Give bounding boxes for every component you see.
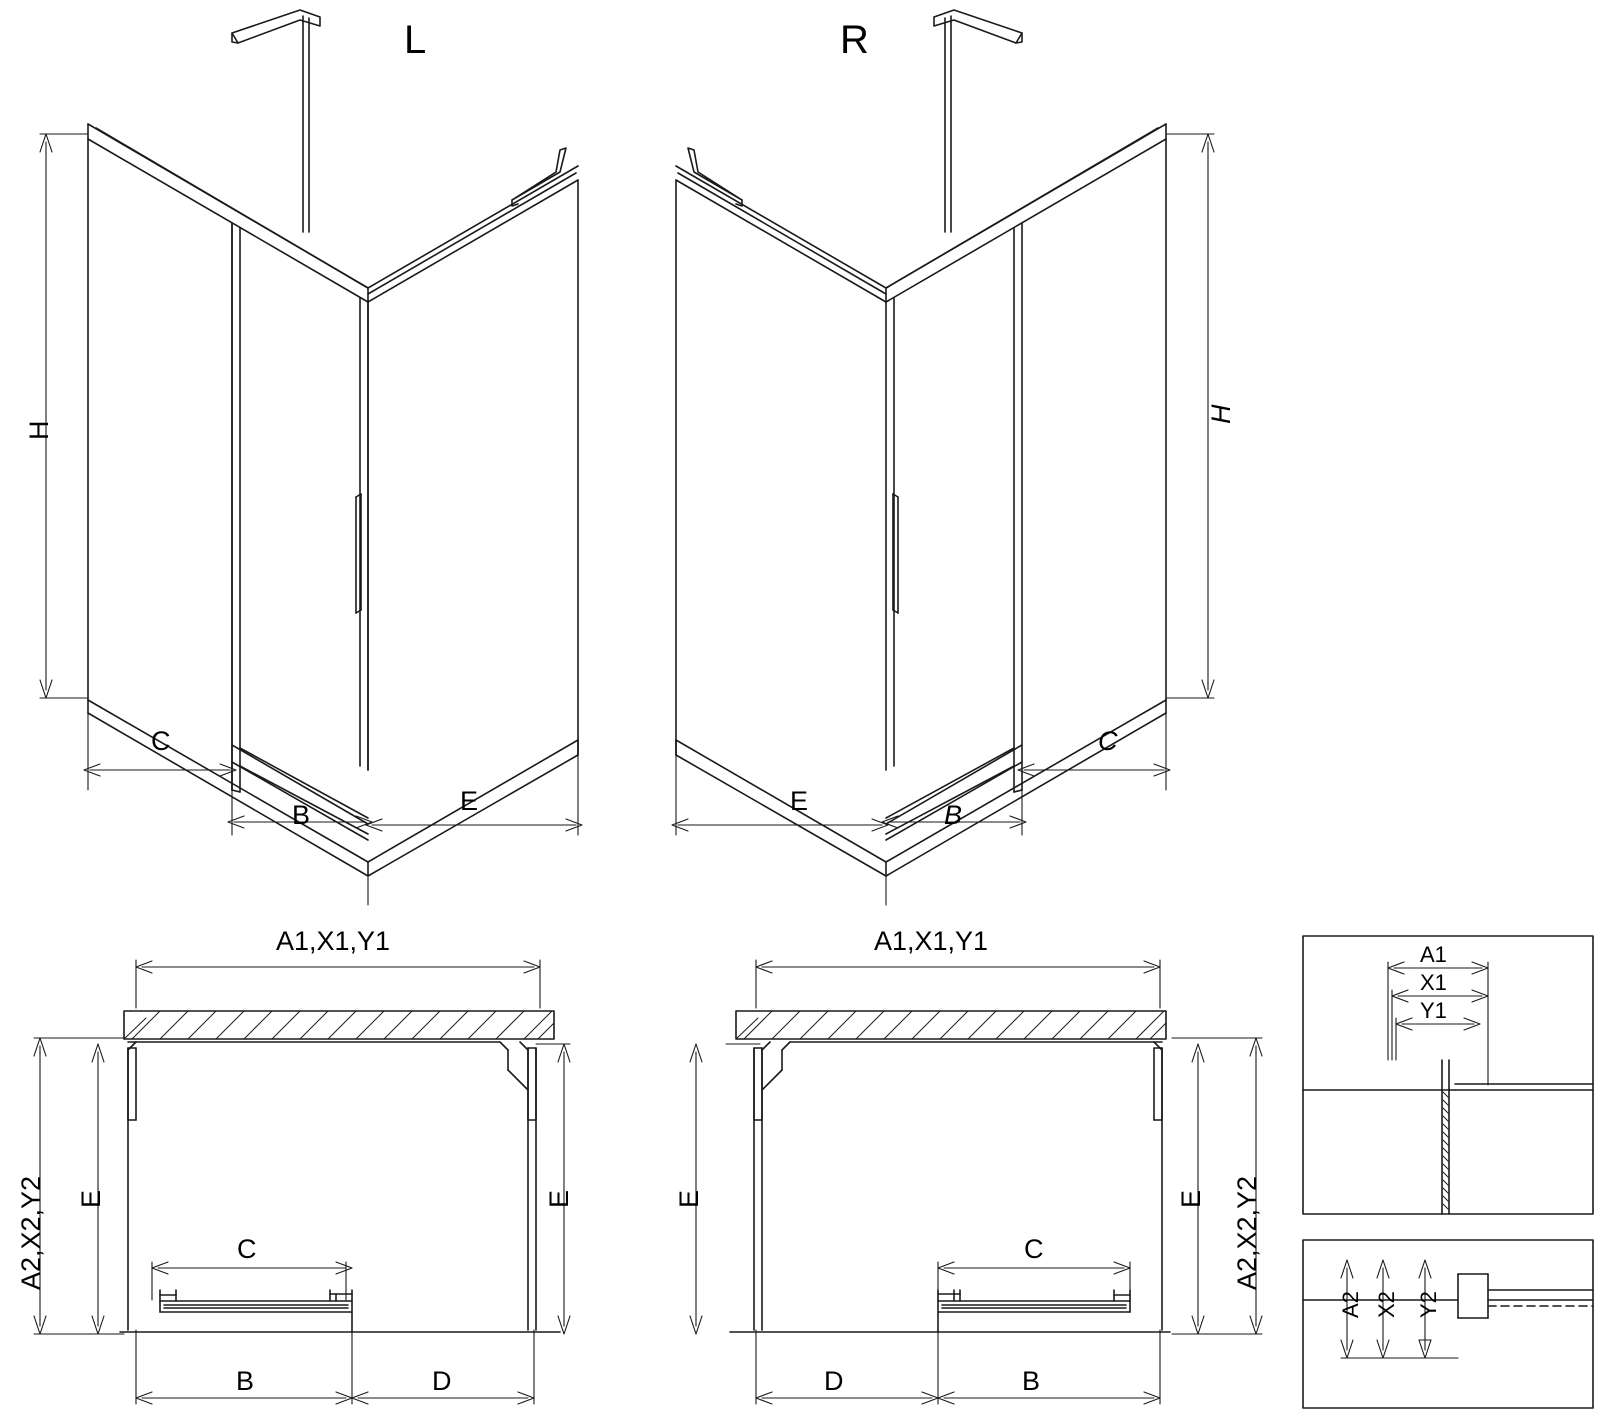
detail-bottom-dim-y2: Y2 bbox=[1416, 1291, 1441, 1318]
detail-top-dim-x1: X1 bbox=[1420, 970, 1447, 995]
detail-bottom-box bbox=[1303, 1240, 1593, 1408]
plan-right-dim-d: D bbox=[824, 1366, 844, 1396]
plan-left-inner-e-left: E bbox=[76, 1189, 106, 1208]
plan-left-dim-b: B bbox=[236, 1366, 255, 1396]
iso-left-view bbox=[40, 10, 582, 905]
detail-bottom-dim-x2: X2 bbox=[1374, 1291, 1399, 1318]
plan-left-view bbox=[34, 960, 570, 1404]
iso-right-dim-b: B bbox=[944, 800, 963, 830]
iso-right-dim-e: E bbox=[790, 786, 809, 816]
plan-left-dim-d: D bbox=[432, 1366, 452, 1396]
iso-right-dim-c: C bbox=[1098, 726, 1118, 756]
plan-right-inner-e-right: E bbox=[1176, 1189, 1206, 1208]
plan-right-side-dim: A2,X2,Y2 bbox=[1232, 1175, 1262, 1290]
detail-top-dim-a1: A1 bbox=[1420, 942, 1447, 967]
iso-right-height-dim: H bbox=[1206, 404, 1236, 424]
iso-right-title: R bbox=[840, 18, 869, 62]
plan-right-inner-e-left: E bbox=[674, 1189, 704, 1208]
iso-left-title: L bbox=[404, 18, 427, 62]
iso-left-dim-c: C bbox=[151, 726, 171, 756]
plan-right-dim-b: B bbox=[1022, 1366, 1041, 1396]
plan-left-dim-c: C bbox=[237, 1234, 257, 1264]
iso-left-dim-e: E bbox=[460, 786, 479, 816]
iso-left-dim-b: B bbox=[292, 800, 311, 830]
detail-top-dim-y1: Y1 bbox=[1420, 998, 1447, 1023]
plan-right-top-dim: A1,X1,Y1 bbox=[874, 926, 989, 956]
plan-right-dim-c: C bbox=[1024, 1234, 1044, 1264]
plan-left-side-dim: A2,X2,Y2 bbox=[16, 1175, 46, 1290]
plan-left-inner-e-right: E bbox=[544, 1189, 574, 1208]
detail-bottom-dim-a2: A2 bbox=[1338, 1291, 1363, 1318]
plan-right-view bbox=[690, 960, 1262, 1404]
detail-top-box bbox=[1303, 936, 1593, 1214]
iso-left-height-dim: H bbox=[24, 420, 54, 440]
plan-left-top-dim: A1,X1,Y1 bbox=[276, 926, 391, 956]
iso-right-view bbox=[672, 10, 1214, 905]
